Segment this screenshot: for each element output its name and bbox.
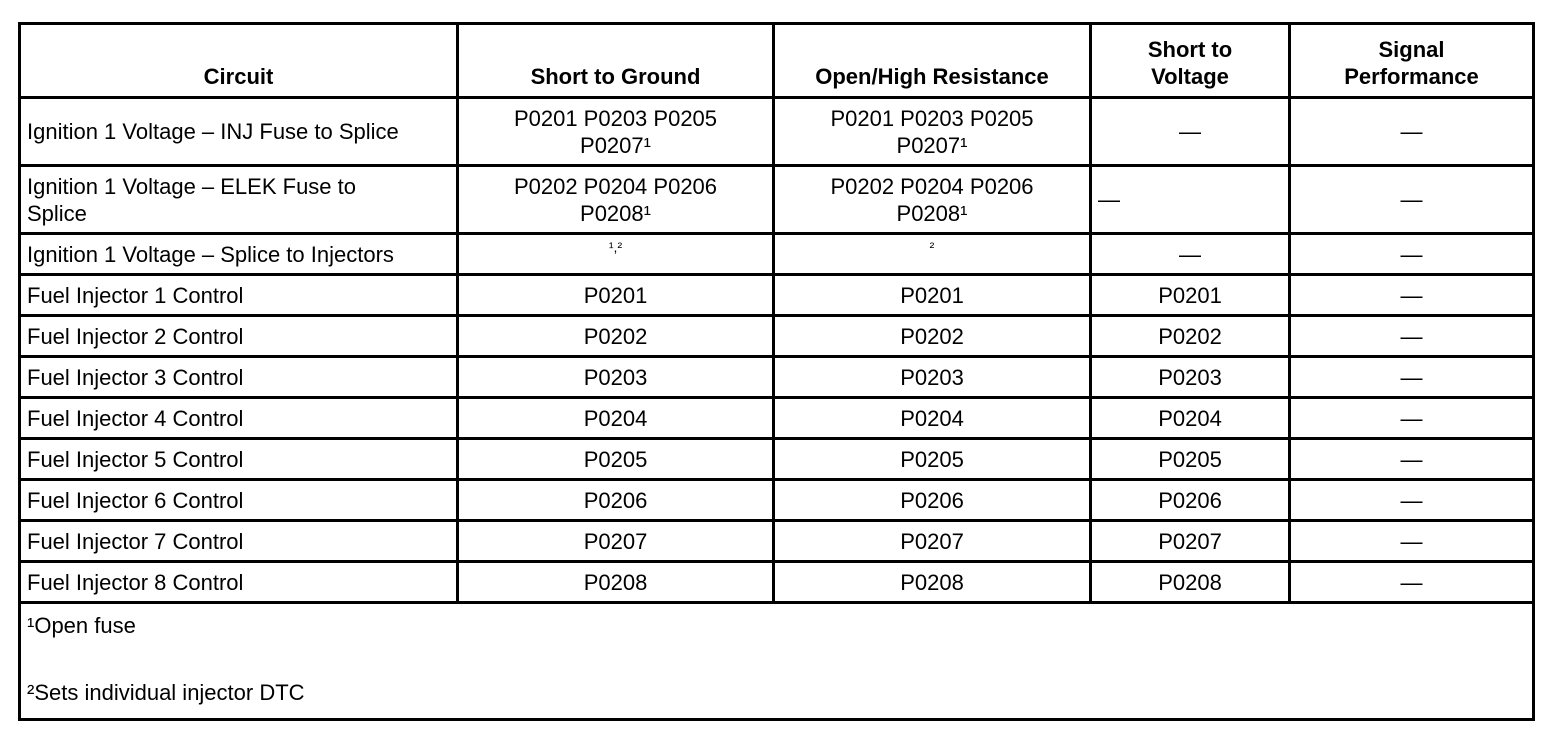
short-to-ground-cell: P0205 [458,439,774,480]
short-to-voltage-cell: — [1091,234,1290,275]
open-high-resistance-cell [774,98,1091,166]
footnotes-cell [20,603,1534,720]
signal-performance-cell: — [1290,275,1534,316]
header-short-to-voltage-line2: Voltage [1151,64,1229,89]
stg-line1: P0201 P0203 P0205 [513,105,718,131]
header-signal-performance [1290,24,1534,98]
circuit-cell: Fuel Injector 2 Control [20,316,458,357]
header-short-to-voltage-line1: Short to [1147,37,1233,62]
short-to-ground-cell: P0201 [458,275,774,316]
table-row [20,275,1534,316]
circuit-cell [20,166,458,234]
open-high-resistance-cell: P0205 [774,439,1091,480]
circuit-cell: Fuel Injector 7 Control [20,521,458,562]
short-to-voltage-cell: P0206 [1091,480,1290,521]
table-row [20,316,1534,357]
short-to-ground-cell: P0203 [458,357,774,398]
footnote-spacer [27,639,1526,679]
open-line2: P0207¹ [896,132,968,158]
dtc-circuit-table [18,22,1535,721]
table-row [20,98,1534,166]
footnote-individual-dtc: ²Sets individual injector DTC [27,680,305,705]
signal-performance-cell: — [1290,234,1534,275]
open-high-resistance-cell [774,234,1091,275]
open-high-resistance-cell: P0204 [774,398,1091,439]
signal-performance-cell: — [1290,166,1534,234]
signal-performance-cell: — [1290,357,1534,398]
short-to-voltage-cell: — [1091,166,1290,234]
signal-performance-cell: — [1290,98,1534,166]
open-line1: P0201 P0203 P0205 [830,105,1034,131]
short-to-voltage-cell: P0203 [1091,357,1290,398]
short-to-voltage-cell: P0205 [1091,439,1290,480]
short-to-voltage-cell: P0208 [1091,562,1290,603]
short-to-ground-cell [458,234,774,275]
open-high-resistance-cell [774,166,1091,234]
signal-performance-cell: — [1290,398,1534,439]
footnotes-row [20,603,1534,720]
circuit-cell: Fuel Injector 6 Control [20,480,458,521]
circuit-cell: Ignition 1 Voltage – INJ Fuse to Splice [20,98,458,166]
stg-line1: P0202 P0204 P0206 [513,173,718,199]
table-row [20,166,1534,234]
footnote-refs: ¹,² [608,239,623,255]
circuit-cell: Fuel Injector 1 Control [20,275,458,316]
short-to-ground-cell [458,166,774,234]
table-row [20,398,1534,439]
table-row [20,234,1534,275]
short-to-ground-cell: P0202 [458,316,774,357]
table-row [20,521,1534,562]
circuit-line1: Ignition 1 Voltage – ELEK Fuse to [27,173,357,199]
circuit-cell: Fuel Injector 8 Control [20,562,458,603]
signal-performance-cell: — [1290,439,1534,480]
header-short-to-ground: Short to Ground [458,24,774,98]
circuit-cell: Fuel Injector 4 Control [20,398,458,439]
open-high-resistance-cell: P0203 [774,357,1091,398]
signal-performance-cell: — [1290,521,1534,562]
header-row [20,24,1534,98]
open-high-resistance-cell: P0207 [774,521,1091,562]
footnote-refs: ² [929,239,935,255]
table-row [20,357,1534,398]
short-to-voltage-cell: — [1091,98,1290,166]
table-row [20,480,1534,521]
open-high-resistance-cell: P0202 [774,316,1091,357]
open-high-resistance-cell: P0208 [774,562,1091,603]
open-line1: P0202 P0204 P0206 [830,173,1034,199]
open-high-resistance-cell: P0206 [774,480,1091,521]
short-to-ground-cell [458,98,774,166]
short-to-voltage-cell: P0204 [1091,398,1290,439]
signal-performance-cell: — [1290,562,1534,603]
short-to-ground-cell: P0208 [458,562,774,603]
short-to-voltage-cell: P0201 [1091,275,1290,316]
short-to-voltage-cell: P0202 [1091,316,1290,357]
open-line2: P0208¹ [896,200,968,226]
signal-performance-cell: — [1290,480,1534,521]
table-row [20,562,1534,603]
open-high-resistance-cell: P0201 [774,275,1091,316]
header-signal-performance-line2: Performance [1344,64,1479,89]
circuit-line2: Splice [27,200,87,226]
stg-line2: P0208¹ [580,200,651,226]
header-circuit: Circuit [20,24,458,98]
signal-performance-cell: — [1290,316,1534,357]
footnote-open-fuse: ¹Open fuse [27,613,136,638]
short-to-ground-cell: P0207 [458,521,774,562]
table-row [20,439,1534,480]
short-to-ground-cell: P0204 [458,398,774,439]
circuit-cell: Fuel Injector 5 Control [20,439,458,480]
header-signal-performance-line1: Signal [1378,37,1445,62]
circuit-cell: Ignition 1 Voltage – Splice to Injectors [20,234,458,275]
stg-line2: P0207¹ [580,132,651,158]
circuit-cell: Fuel Injector 3 Control [20,357,458,398]
header-short-to-voltage [1091,24,1290,98]
short-to-ground-cell: P0206 [458,480,774,521]
short-to-voltage-cell: P0207 [1091,521,1290,562]
header-open-high-resistance: Open/High Resistance [774,24,1091,98]
